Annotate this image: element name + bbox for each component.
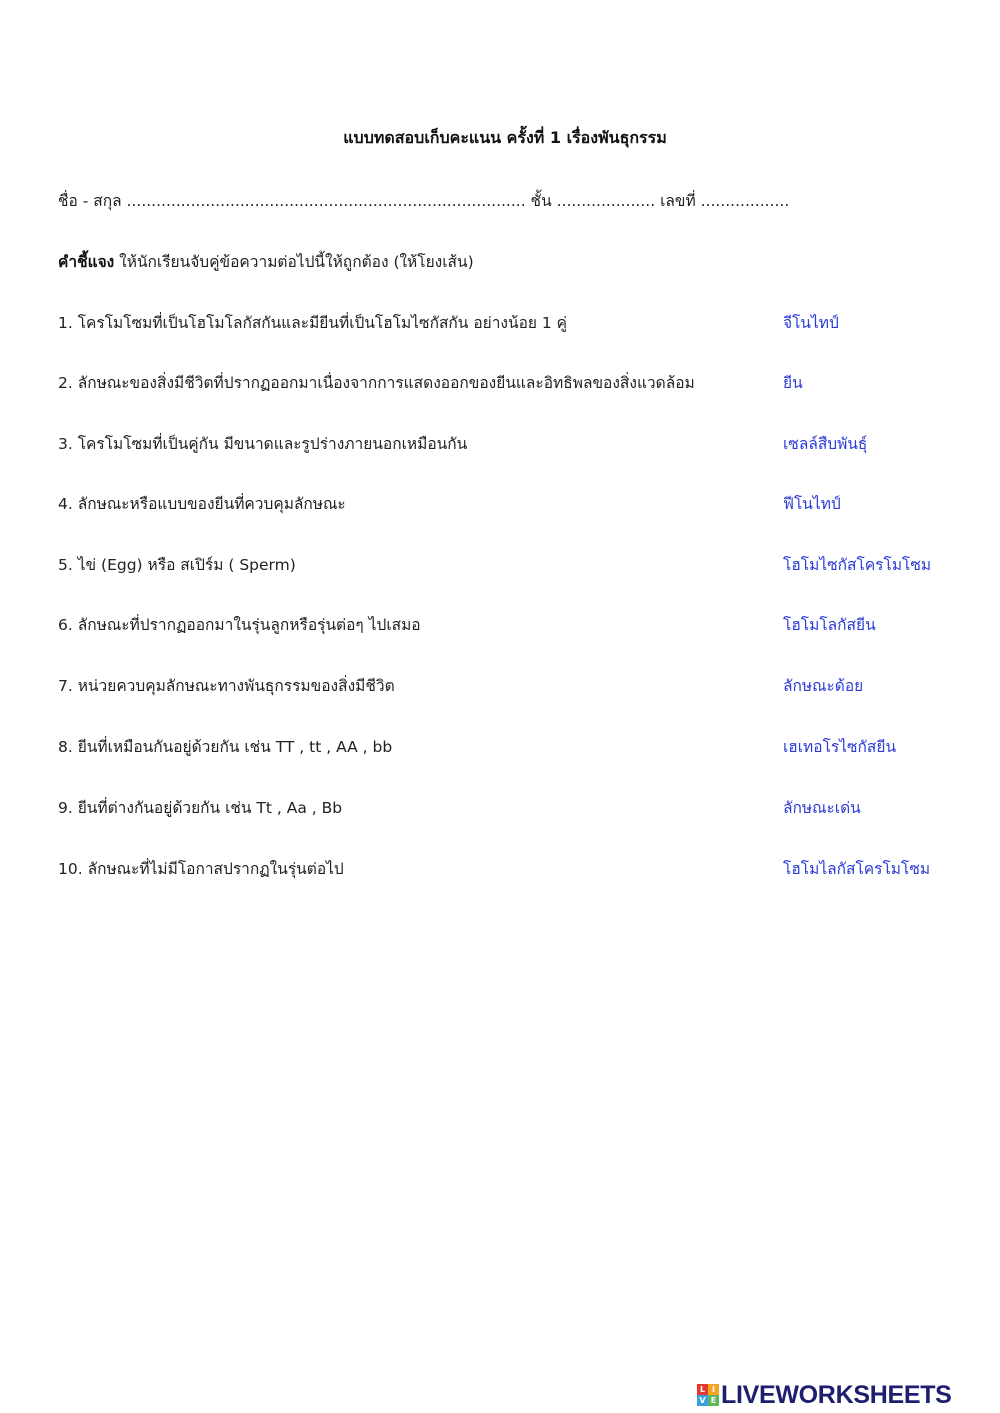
answer-option[interactable]: โฮโมโลกัสยีน (783, 616, 876, 634)
answer-option[interactable]: เฮเทอโรไซกัสยีน (783, 738, 897, 756)
question-item: 5. ไข่ (Egg) หรือ สเปิร์ม ( Sperm) (58, 556, 296, 574)
answer-option[interactable]: ลักษณะเด่น (783, 799, 861, 817)
liveworksheets-logo[interactable] (697, 1378, 952, 1412)
answer-option[interactable]: โฮโมไลกัสโครโมโซม (783, 860, 931, 878)
answer-option[interactable]: เซลล์สืบพันธุ์ (783, 435, 868, 453)
answer-option[interactable]: โฮโมไซกัสโครโมโซม (783, 556, 932, 574)
question-item: 6. ลักษณะที่ปรากฏออกมาในรุ่นลูกหรือรุ่นต่อๆ ไปเสมอ (58, 616, 421, 634)
question-item: 9. ยีนที่ต่างกันอยู่ด้วยกัน เช่น Tt , Aa , Bb (58, 799, 343, 817)
question-item: 2. ลักษณะของสิ่งมีชีวิตที่ปรากฏออกมาเนื่องจากการแสดงออกของยีนและอิทธิพลของสิ่งแวดล้อม (58, 374, 695, 392)
answer-option[interactable]: ฟีโนไทป์ (783, 495, 841, 513)
instructions-label: คำชี้แจง (58, 253, 115, 271)
logo-text: LIVEWORKSHEETS (721, 1380, 952, 1409)
logo-mark-icon: L I V E (697, 1384, 719, 1406)
question-item: 10. ลักษณะที่ไม่มีโอกาสปรากฏในรุ่นต่อไป (58, 860, 344, 878)
question-item: 8. ยีนที่เหมือนกันอยู่ด้วยกัน เช่น TT , tt , AA , bb (58, 738, 393, 756)
question-item: 1. โครโมโซมที่เป็นโฮโมโลกัสกันและมียีนที่เป็นโฮโมไซกัสกัน อย่างน้อย 1 คู่ (58, 314, 568, 332)
question-item: 7. หน่วยควบคุมลักษณะทางพันธุกรรมของสิ่งมีชีวิต (58, 677, 395, 695)
question-item: 4. ลักษณะหรือแบบของยีนที่ควบคุมลักษณะ (58, 495, 346, 513)
instructions-text: ให้นักเรียนจับคู่ข้อความต่อไปนี้ให้ถูกต้อง (ให้โยงเส้น) (114, 253, 474, 271)
answer-option[interactable]: ยีน (783, 374, 803, 392)
question-item: 3. โครโมโซมที่เป็นคู่กัน มีขนาดและรูปร่างภายนอกเหมือนกัน (58, 435, 468, 453)
name-line: ชื่อ - สกุล ................................................................................. ชั้น .................... เลขที่ .................. (58, 192, 790, 210)
page-title: แบบทดสอบเก็บคะแนน ครั้งที่ 1 เรื่องพันธุกรรม (343, 128, 667, 147)
answer-option[interactable]: จีโนไทป์ (783, 314, 839, 332)
instructions (58, 249, 474, 274)
answer-option[interactable]: ลักษณะด้อย (783, 677, 864, 695)
